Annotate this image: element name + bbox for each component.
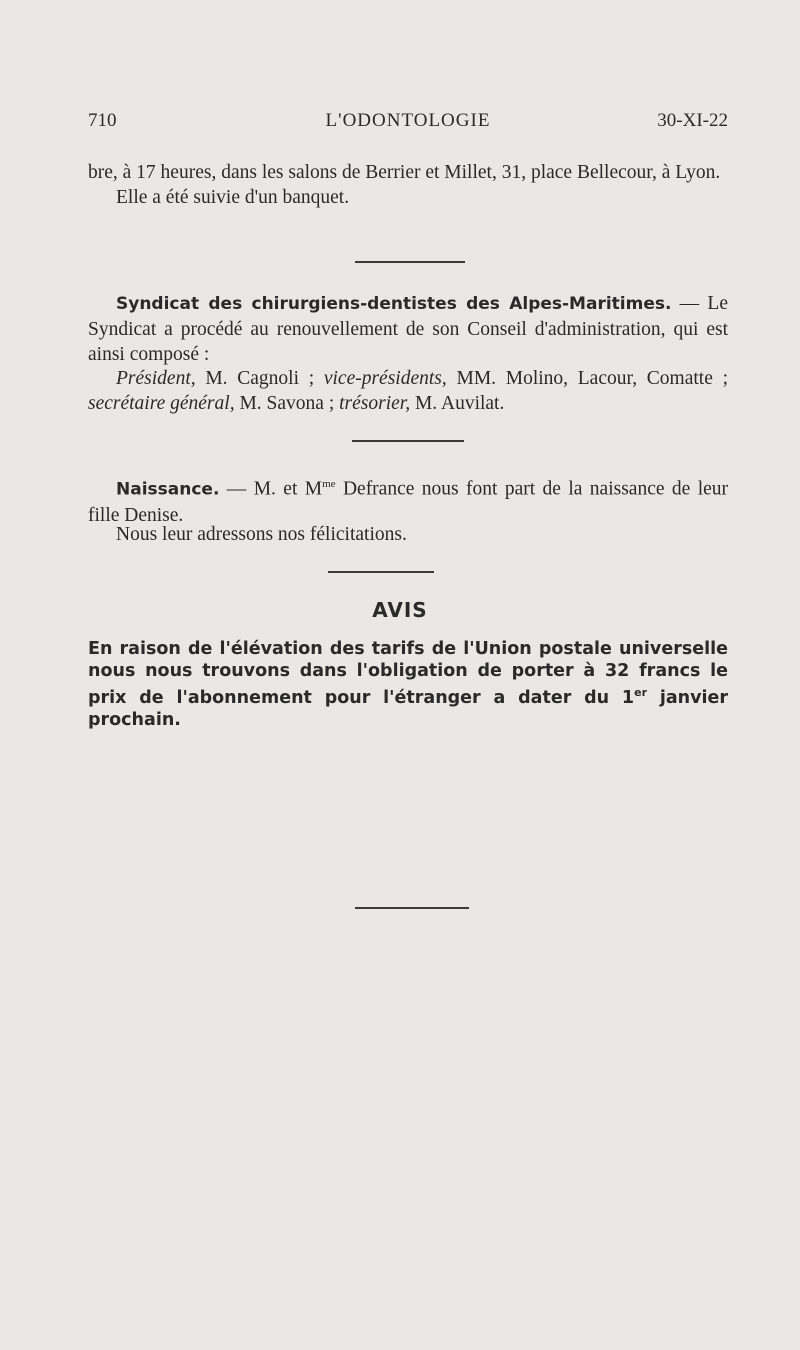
naissance-title: Naissance. bbox=[116, 479, 220, 500]
section-divider bbox=[355, 907, 469, 909]
avis-text-end: janvier prochain. bbox=[88, 687, 729, 730]
avis-title: AVIS bbox=[372, 598, 428, 622]
naissance-text-end: Defrance nous font part de la naissance de leur fille Denise. bbox=[88, 478, 729, 526]
section-divider bbox=[355, 261, 465, 263]
naissance-text: — M. et M bbox=[219, 478, 323, 500]
issue-date: 30-XI-22 bbox=[657, 110, 728, 131]
page-number: 710 bbox=[88, 110, 117, 131]
running-header bbox=[88, 110, 728, 140]
sg-label: secrétaire général, bbox=[88, 393, 235, 414]
syndicat-members bbox=[88, 366, 728, 416]
vp-names: MM. Molino, Lacour, Comatte ; bbox=[446, 368, 728, 389]
avis-text: En raison de l'élévation des tarifs de l'Union postale universelle nous nous trouvons dans l'obligation de porter à 32 francs le prix de l'abonnement pour l'étranger a dater du 1 bbox=[88, 639, 728, 708]
avis-sup: er bbox=[634, 686, 648, 699]
syndicat-paragraph bbox=[88, 291, 728, 367]
syndicat-title: Syndicat des chirurgiens-dentistes des Alpes-Maritimes. bbox=[116, 294, 672, 314]
journal-title: L'ODONTOLOGIE bbox=[325, 110, 491, 131]
president-name: M. Cagnoli ; bbox=[195, 368, 324, 389]
section-divider bbox=[352, 440, 464, 442]
syndicat-text: — Le Syndicat a procédé au renouvellement de son Conseil d'administration, qui est ainsi composé : bbox=[88, 293, 728, 365]
naissance-sup: me bbox=[322, 478, 336, 490]
naissance-paragraph bbox=[88, 472, 728, 528]
section-divider bbox=[328, 571, 434, 573]
president-label: Président, bbox=[116, 368, 196, 389]
tresorier-name: M. Auvilat. bbox=[410, 393, 505, 414]
intro-line-1: bre, à 17 heures, dans les salons de Berrier et Millet, 31, place Bellecour, à Lyon. bbox=[88, 162, 721, 183]
intro-line-2: Elle a été suivie d'un banquet. bbox=[116, 187, 350, 208]
sg-name: M. Savona ; bbox=[234, 393, 340, 414]
naissance-congrats: Nous leur adressons nos félicitations. bbox=[116, 524, 407, 545]
intro-paragraph bbox=[88, 160, 728, 210]
vp-label: vice-présidents, bbox=[323, 368, 447, 389]
tresorier-label: trésorier, bbox=[339, 393, 411, 414]
avis-body bbox=[88, 638, 728, 731]
